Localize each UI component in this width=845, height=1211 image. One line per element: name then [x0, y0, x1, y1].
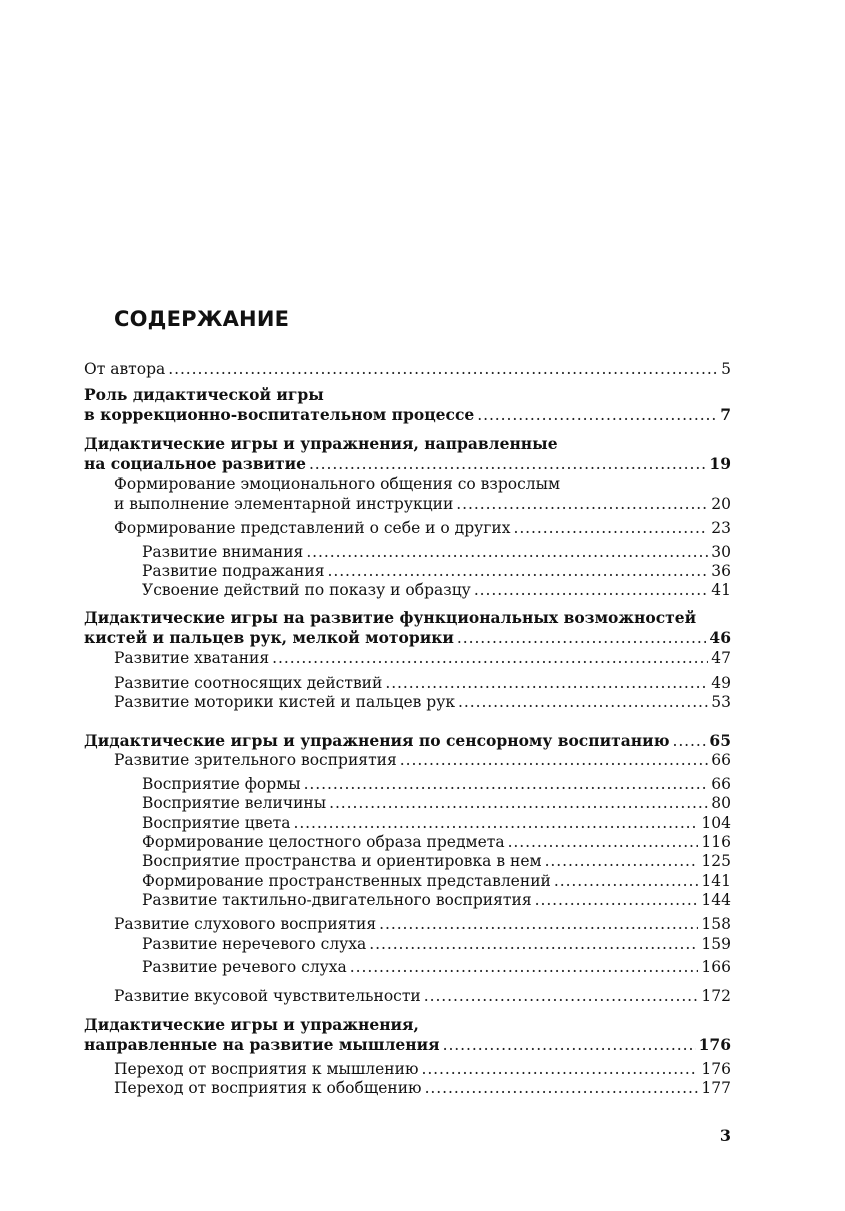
toc-entry-subsection [142, 934, 731, 954]
dot-leader [400, 750, 709, 770]
dot-leader [545, 851, 699, 871]
toc-entry-text: Развитие зрительного восприятия [114, 751, 397, 769]
toc-heading: СОДЕРЖАНИЕ [114, 307, 290, 331]
dot-leader [350, 957, 699, 977]
toc-entry-section [114, 692, 731, 712]
toc-entry-text: Развитие внимания [142, 543, 304, 561]
dot-leader [513, 518, 708, 538]
toc-entry-section [114, 1059, 731, 1079]
toc-entry-page: 158 [701, 915, 731, 933]
toc-entry-text: Дидактические игры и упражнения, направленные [84, 434, 558, 453]
toc-entry-text: Роль дидактической игры [84, 385, 324, 404]
dot-leader [474, 580, 708, 600]
toc-entry-subsection [142, 871, 731, 891]
toc-entry-section [114, 1078, 731, 1098]
toc-entry-subsection [142, 813, 731, 833]
toc-entry-chapter5-line2 [84, 1035, 731, 1055]
toc-entry-page: 19 [709, 454, 731, 473]
toc-entry-text: Развитие хватания [114, 649, 270, 667]
toc-entry-subsection [142, 774, 731, 794]
dot-leader [424, 986, 699, 1006]
toc-entry-page: 176 [701, 1060, 731, 1078]
toc-entry-text: направленные на развитие мышления [84, 1035, 440, 1054]
toc-entry-text: Развитие речевого слуха [142, 958, 347, 976]
toc-entry-chapter4 [84, 731, 731, 751]
toc-entry-text: Развитие слухового восприятия [114, 915, 377, 933]
toc-entry-chapter5-line1 [84, 1015, 731, 1035]
dot-leader [293, 813, 698, 833]
toc-entry-text: Развитие тактильно-двигательного восприятия [142, 891, 532, 909]
toc-entry-chapter1-line1 [84, 385, 731, 405]
toc-entry-text: Развитие вкусовой чувствительности [114, 987, 421, 1005]
toc-entry-text: Формирование представлений о себе и о других [114, 519, 511, 537]
dot-leader [477, 405, 717, 425]
toc-entry-subsection [142, 580, 731, 600]
toc-entry-page: 159 [701, 935, 731, 953]
toc-entry-text: и выполнение элементарной инструкции [114, 495, 454, 513]
page-number: 3 [719, 1126, 731, 1145]
toc-entry-chapter2-line2 [84, 454, 731, 474]
toc-entry-page: 30 [711, 543, 731, 561]
toc-entry-page: 36 [711, 562, 731, 580]
toc-entry-text: Переход от восприятия к обобщению [114, 1079, 422, 1097]
dot-leader [425, 1078, 699, 1098]
toc-entry-text: Дидактические игры на развитие функциональных возможностей [84, 608, 697, 627]
toc-entry-text: Усвоение действий по показу и образцу [142, 581, 471, 599]
toc-entry-page: 5 [721, 360, 731, 378]
toc-entry-text: Развитие соотносящих действий [114, 674, 383, 692]
toc-entry-section [114, 750, 731, 770]
toc-entry-page: 177 [701, 1079, 731, 1097]
toc-entry-page: 53 [711, 693, 731, 711]
toc-entry-chapter3-line2 [84, 628, 731, 648]
toc-entry-page: 20 [711, 495, 731, 513]
toc-entry-page: 49 [711, 674, 731, 692]
toc-entry-text: Развитие неречевого слуха [142, 935, 367, 953]
toc-entry-text: Формирование целостного образа предмета [142, 833, 505, 851]
toc-entry-text: Дидактические игры и упражнения, [84, 1015, 419, 1034]
dot-leader [168, 359, 718, 379]
toc-entry-subsection [142, 542, 731, 562]
toc-entry-page: 23 [711, 519, 731, 537]
toc-entry-chapter3-line1 [84, 608, 731, 628]
toc-entry-text: Дидактические игры и упражнения по сенсорному воспитанию [84, 731, 670, 750]
dot-leader [554, 871, 699, 891]
toc-entry-section [114, 518, 731, 538]
toc-entry-chapter2-line1 [84, 434, 731, 454]
toc-entry-text: Развитие подражания [142, 562, 325, 580]
toc-entry-author [84, 359, 731, 379]
dot-leader [272, 648, 708, 668]
toc-entry-page: 46 [709, 628, 731, 647]
toc-entry-page: 166 [701, 958, 731, 976]
toc-entry-text: Формирование пространственных представлений [142, 872, 551, 890]
dot-leader [304, 774, 709, 794]
toc-entry-page: 104 [701, 814, 731, 832]
toc-entry-section [114, 986, 731, 1006]
toc-entry-subsection [142, 832, 731, 852]
toc-entry-section [114, 648, 731, 668]
toc-entry-page: 176 [698, 1035, 731, 1054]
dot-leader [457, 628, 707, 648]
toc-entry-subsection [142, 851, 731, 871]
toc-entry-page: 80 [711, 794, 731, 812]
dot-leader [443, 1035, 696, 1055]
toc-entry-page: 144 [701, 891, 731, 909]
toc-entry-subsection [142, 890, 731, 910]
dot-leader [508, 832, 699, 852]
toc-entry-text: Восприятие цвета [142, 814, 291, 832]
dot-leader [535, 890, 699, 910]
toc-entry-section [114, 914, 731, 934]
dot-leader [369, 934, 698, 954]
toc-entry-text: Восприятие пространства и ориентировка в нем [142, 852, 542, 870]
dot-leader [328, 561, 709, 581]
toc-entry-subsection [142, 793, 731, 813]
toc-entry-section [114, 673, 731, 693]
dot-leader [385, 673, 708, 693]
dot-leader [379, 914, 698, 934]
toc-entry-text: в коррекционно-воспитательном процессе [84, 405, 475, 424]
toc-entry-page: 66 [711, 775, 731, 793]
toc-entry-text: Формирование эмоционального общения со взрослым [114, 475, 560, 493]
toc-entry-page: 47 [711, 649, 731, 667]
dot-leader [456, 494, 708, 514]
toc-entry-subsection [142, 957, 731, 977]
toc-entry-text: Переход от восприятия к мышлению [114, 1060, 419, 1078]
dot-leader [329, 793, 708, 813]
toc-entry-page: 41 [711, 581, 731, 599]
toc-entry-page: 7 [720, 405, 731, 424]
toc-entry-subsection [142, 561, 731, 581]
toc-entry-page: 172 [701, 987, 731, 1005]
toc-entry-text: кистей и пальцев рук, мелкой моторики [84, 628, 454, 647]
toc-entry-section-line2 [114, 494, 731, 514]
toc-entry-page: 141 [701, 872, 731, 890]
toc-entry-text: Восприятие величины [142, 794, 327, 812]
toc-entry-page: 125 [701, 852, 731, 870]
dot-leader [672, 731, 706, 751]
toc-entry-text: Развитие моторики кистей и пальцев рук [114, 693, 456, 711]
toc-entry-page: 65 [709, 731, 731, 750]
dot-leader [306, 542, 708, 562]
toc-entry-text: Восприятие формы [142, 775, 301, 793]
dot-leader [421, 1059, 698, 1079]
toc-entry-text: От автора [84, 360, 166, 378]
dot-leader [458, 692, 708, 712]
toc-entry-page: 66 [711, 751, 731, 769]
dot-leader [309, 454, 706, 474]
toc-entry-text: на социальное развитие [84, 454, 306, 473]
toc-entry-section-line1 [114, 474, 731, 494]
toc-entry-page: 116 [701, 833, 731, 851]
toc-entry-chapter1-line2 [84, 405, 731, 425]
